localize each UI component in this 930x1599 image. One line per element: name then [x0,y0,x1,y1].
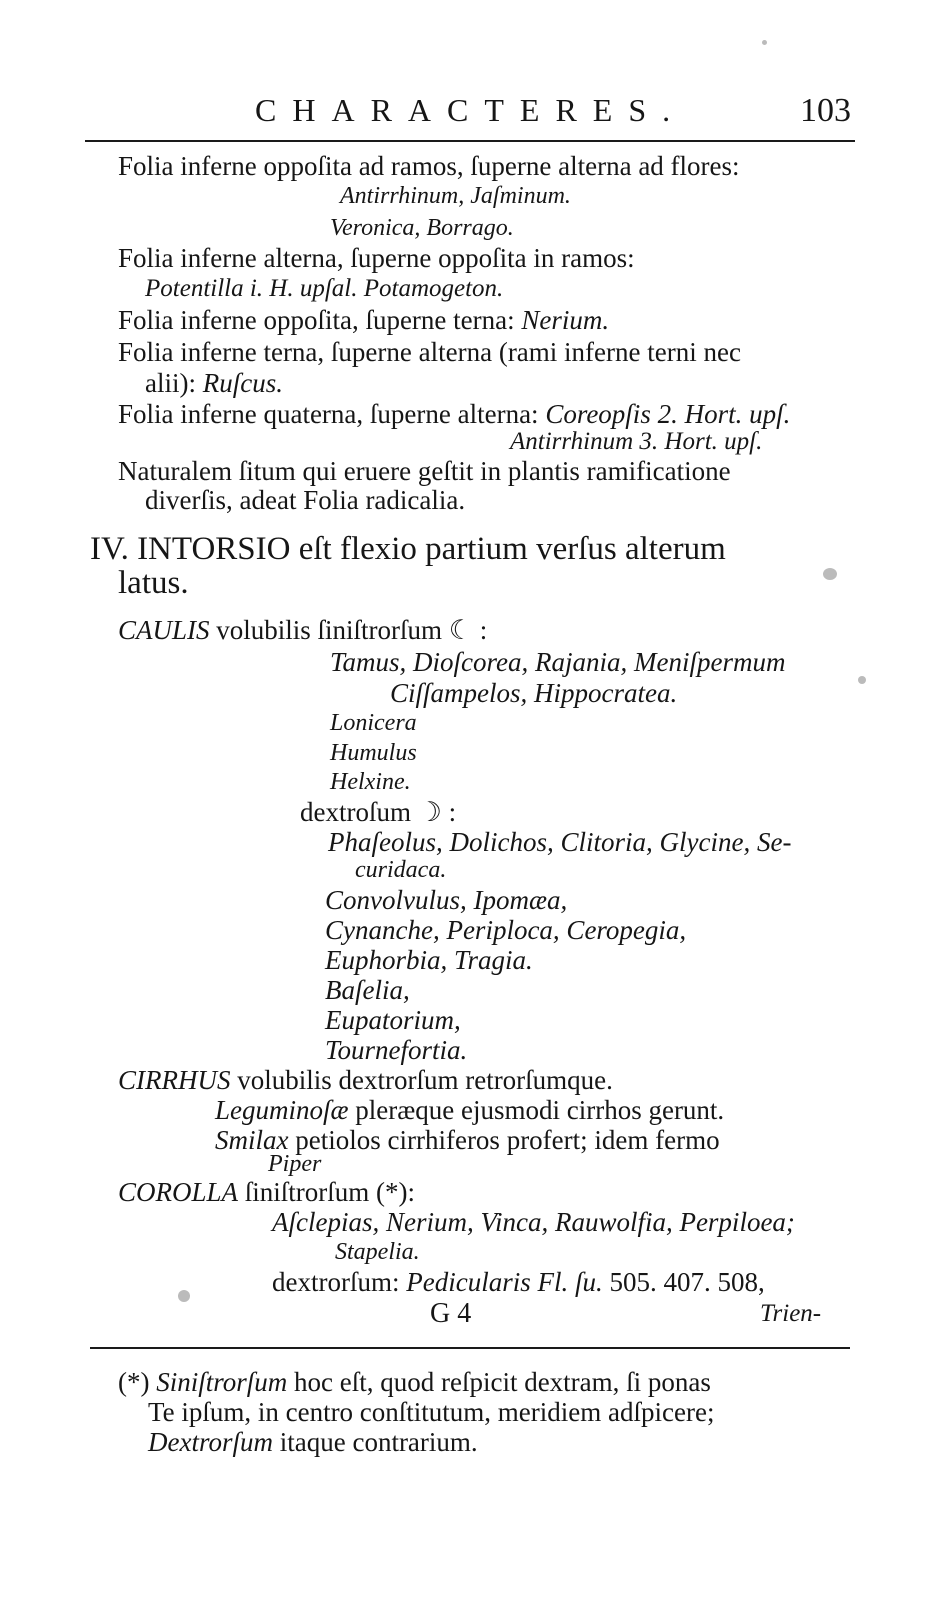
roman-segment: itaque contrarium. [272,1427,478,1457]
italic-segment: Ciſſampelos, Hippocratea. [390,678,678,708]
text-line [145,367,283,399]
roman-segment: alii): [145,368,203,398]
text-line [272,1206,795,1238]
italic-segment: Coreopſis 2. Hort. upſ. [545,399,791,429]
text-line [510,426,762,458]
italic-segment: Veronica, Borrago. [330,215,514,241]
italic-segment: CIRRHUS [118,1065,231,1095]
italic-segment: Eupatorium, [325,1005,461,1035]
italic-segment: Humulus [330,740,417,766]
roman-segment: 505. 407. 508, [602,1267,765,1297]
italic-segment: Antirrhinum, Jaſminum. [340,183,571,209]
section-heading [90,530,726,568]
roman-segment: Te ipſum, in centro conſtitutum, meridiem adſpicere; [148,1397,715,1427]
text-line [330,737,417,769]
text-line [118,564,189,602]
text-line [118,1064,613,1096]
italic-segment: Euphorbia, Tragia. [325,945,533,975]
roman-segment: Folia inferne terna, ſuperne alterna (rami inferne terni nec [118,337,741,367]
footnote-line [148,1396,714,1428]
text-line [335,1236,420,1268]
page-number: 103 [800,92,851,129]
roman-segment: hoc eſt, quod reſpicit dextram, ſi ponas [287,1367,711,1397]
italic-segment: Siniſtrorſum [156,1367,288,1397]
italic-segment: CAULIS [118,615,210,645]
roman-segment: ſiniſtrorſum (*): [238,1177,416,1207]
italic-segment: Baſelia, [325,975,410,1005]
italic-segment: Tamus, Dioſcorea, Rajania, Meniſpermum [330,647,786,677]
text-line [145,273,503,305]
italic-segment: Convolvulus, Ipomæa, [325,885,568,915]
text-line [325,944,533,976]
roman-segment: dextrorſum: [272,1267,407,1297]
header-rule [85,140,855,142]
text-line [330,212,514,244]
italic-segment: Cynanche, Periploca, Ceropegia, [325,915,687,945]
roman-segment: volubilis dextrorſum retrorſumque. [230,1065,613,1095]
text-line [118,1176,415,1208]
roman-segment: Naturalem ſitum qui eruere geſtit in plantis ramificatione [118,456,731,486]
text-line [325,1034,467,1066]
italic-segment: Piper [268,1151,322,1177]
footnote-line [148,1426,478,1458]
text-line [300,796,456,828]
text-line [325,914,686,946]
print-speck [858,676,866,684]
italic-segment: Helxine. [330,769,411,795]
roman-segment: volubilis ſiniſtrorſum ☾ : [209,615,488,645]
text-line [118,614,487,646]
text-line [145,484,465,516]
text-line [272,1266,765,1298]
print-speck [178,1290,190,1302]
roman-segment: (*) [118,1367,157,1397]
italic-segment: Phaſeolus, Dolichos, Clitoria, Glycine, Se- [328,827,792,857]
text-line [330,707,417,739]
roman-segment: Folia inferne alterna, ſuperne oppoſita in ramos: [118,243,635,273]
roman-segment: diverſis, adeat Folia radicalia. [145,485,466,515]
roman-segment: Folia inferne oppoſita ad ramos, ſuperne alterna ad flores: [118,151,740,181]
italic-segment: Potentilla i. H. upſal. Potamogeton. [145,275,504,302]
text-line [325,884,567,916]
text-line [390,677,677,709]
roman-segment: Folia inferne oppoſita, ſuperne terna: [118,305,522,335]
text-line [118,336,741,368]
roman-segment: latus. [118,565,189,601]
italic-segment: Stapelia. [335,1239,420,1265]
text-line [118,304,609,336]
roman-segment: IV. INTORSIO eſt flexio partium verſus alterum [90,531,726,567]
text-line [355,854,446,886]
text-line [118,242,635,274]
italic-segment: Nerium. [521,305,610,335]
print-speck [762,40,767,45]
italic-segment: Ruſcus. [202,368,283,398]
roman-segment: Folia inferne quaterna, ſuperne alterna: [118,399,546,429]
catchword: Trien- [760,1300,822,1327]
text-line [330,646,785,678]
text-line [340,180,571,212]
text-line [330,766,411,798]
italic-segment: Aſclepias, Nerium, Vinca, Rauwolfia, Perpiloea; [272,1207,795,1237]
italic-segment: COROLLA [118,1177,239,1207]
roman-segment: dextroſum ☽ : [300,797,457,827]
signature-mark: G 4 [430,1298,472,1329]
italic-segment: Pedicularis Fl. ſu. [406,1267,603,1297]
roman-segment: pleræque ejusmodi cirrhos gerunt. [348,1095,725,1125]
print-speck [823,568,837,580]
text-line [325,1004,461,1036]
italic-segment: Leguminoſæ [215,1095,349,1125]
footnote-line [118,1366,711,1398]
italic-segment: Smilax [215,1125,289,1155]
italic-segment: curidaca. [355,857,447,883]
italic-segment: Antirrhinum 3. Hort. upſ. [510,428,763,455]
text-line [215,1094,724,1126]
text-line [325,974,410,1006]
italic-segment: Lonicera [330,710,417,736]
italic-segment: Tournefortia. [325,1035,468,1065]
italic-segment: Dextrorſum [148,1427,273,1457]
text-line [118,455,731,487]
roman-segment: petiolos cirrhiferos profert; idem fermo [288,1125,720,1155]
text-line [118,150,740,182]
running-header: CHARACTERES. [255,92,687,128]
footnote-rule [90,1347,850,1349]
